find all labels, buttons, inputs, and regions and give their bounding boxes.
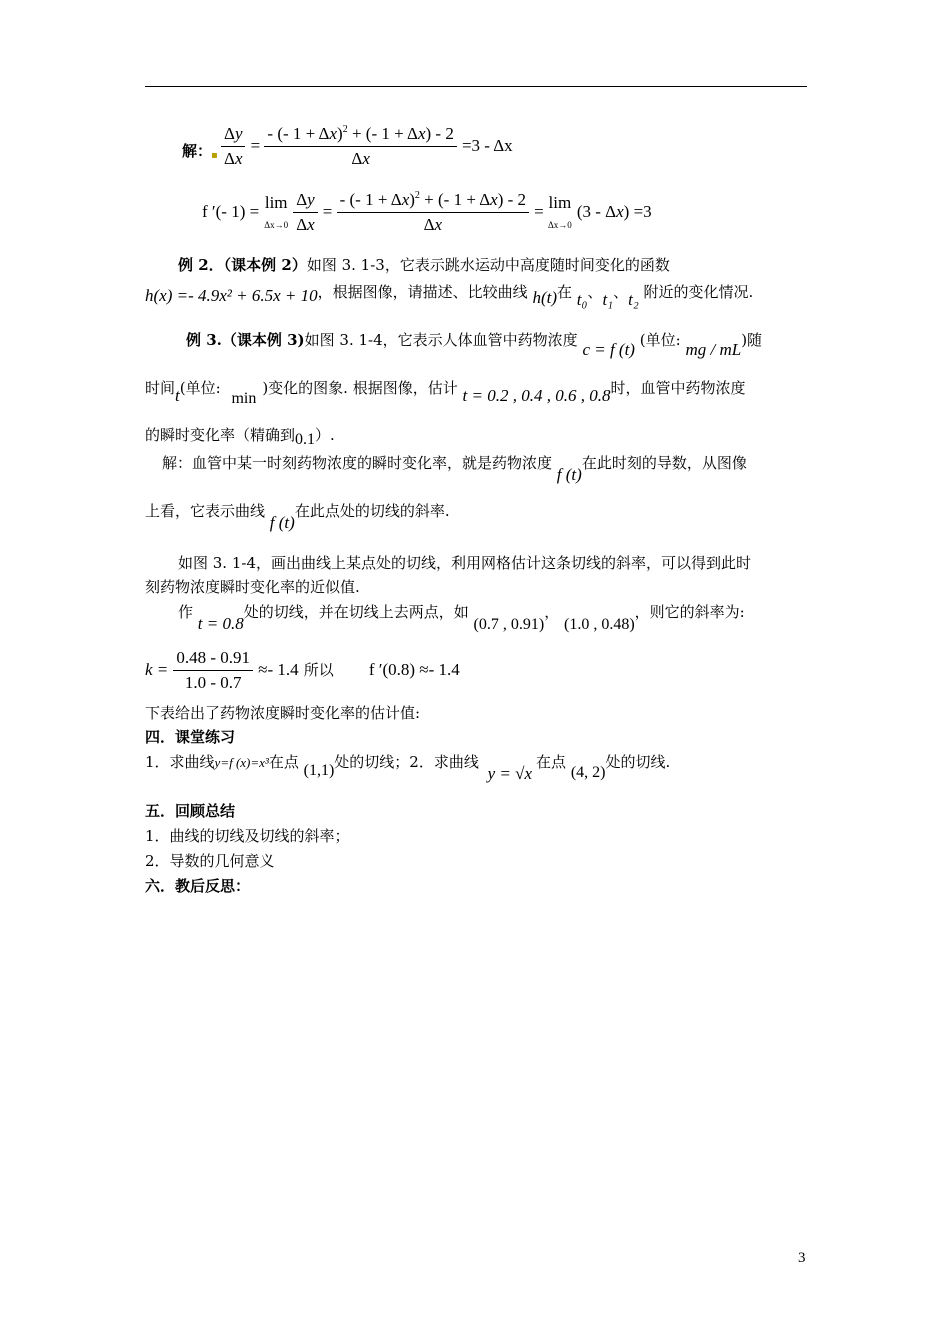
slope-denominator: 1.0 - 0.7 <box>184 673 242 692</box>
section4-title: 四．课堂练习 <box>145 728 236 746</box>
q2-text-c: 处的切线. <box>605 753 671 771</box>
section5-item2: 2．导数的几何意义 <box>145 852 275 870</box>
slope-value: ≈- 1.4 <box>258 660 299 679</box>
example2-text2a: ，根据图像，请描述、比较曲线 <box>317 283 528 301</box>
q1-text-b: 在点 <box>268 753 299 771</box>
example2-text1: 如图 3. 1-3，它表示跳水运动中高度随时间变化的函数 <box>306 256 670 274</box>
solution3-text1b: 在此时刻的导数，从图像 <box>581 454 747 472</box>
formula-delta-ratio: ▪ $\frac{\Delta y}{\Delta x}$ = $\frac{- (- 1 + \Delta x)^2 + (- 1 + \Delta x) - 2}{\Delta x}$ =3 - Δx <box>211 124 513 168</box>
slope-numerator: 0.48 - 0.91 <box>173 648 253 671</box>
example3-tvals: t = 0.2 , 0.4 , 0.6 , 0.8 <box>462 386 611 405</box>
solution3-point1: (0.7 , 0.91) <box>473 616 545 633</box>
solution3-ft: f (t) <box>556 465 582 484</box>
section4-exercises <box>145 752 671 783</box>
solution3-comma: ， <box>544 603 560 621</box>
solution3-text2a: 上看，它表示曲线 <box>145 502 266 520</box>
example3-text1: 如图 3. 1-4，它表示人体血管中药物浓度 <box>304 331 578 349</box>
example3-text2b: )变化的图象. 根据图像，估计 <box>262 379 458 397</box>
result-3-minus-dx: =3 - Δx <box>461 136 513 155</box>
section5-title: 五．回顾总结 <box>145 802 236 820</box>
suoyi: 所以 <box>303 661 334 679</box>
example2-line2 <box>145 282 754 309</box>
q1-equation: y=f (x)=x³ <box>214 755 269 770</box>
solution3-slope-formula <box>145 648 460 693</box>
solution3-text4a: 作 <box>178 603 194 621</box>
example2-head: 例 2．（课本例 2） <box>178 256 307 274</box>
example3-line2 <box>145 378 746 407</box>
q2-text-b: 在点 <box>536 753 567 771</box>
solution3-text4c: ，则它的斜率为: <box>634 603 745 621</box>
solution3-line7: 下表给出了药物浓度瞬时变化率的估计值: <box>145 704 421 722</box>
example3-unit2: min <box>231 390 257 407</box>
f-prime-minus1: f ′(- 1) = <box>202 202 260 221</box>
solution3-line3: 如图 3. 1-4，画出曲线上某点处的切线，利用网格估计这条切线的斜率，可以得到此时 <box>178 554 752 572</box>
q2-equation: y = √x <box>487 764 533 783</box>
solution3-text2b: 在此点处的切线的斜率. <box>294 502 450 520</box>
example2-t2: t₂ <box>628 290 639 309</box>
solution3-line2 <box>145 501 450 532</box>
example3-unit2a: (单位: <box>179 379 221 397</box>
example3-line3 <box>145 425 335 446</box>
example3-text2a: 时间 <box>145 379 176 397</box>
example3-cf: c = f (t) <box>582 340 635 359</box>
example2-sep1: 、 <box>587 283 603 301</box>
example2-line1 <box>178 255 670 275</box>
solution3-t08: t = 0.8 <box>197 614 244 633</box>
solution3-point2: (1.0 , 0.48) <box>564 616 635 633</box>
example2-ht: h(t) <box>532 288 557 307</box>
slope-k: k = <box>145 660 169 679</box>
section5-item1: 1．曲线的切线及切线的斜率； <box>145 827 350 845</box>
example2-t1: t₁ <box>602 290 614 309</box>
solution3-line5 <box>178 602 745 633</box>
example2-sep2: 、 <box>613 283 629 301</box>
example3-text2c: 时，血管中药物浓度 <box>610 379 746 397</box>
f-prime-08: f ′(0.8) ≈- 1.4 <box>368 660 460 679</box>
solution3-text1a: 解：血管中某一时刻药物浓度的瞬时变化率，就是药物浓度 <box>162 454 553 472</box>
example3-text3a: 的瞬时变化率（精确到 <box>145 426 296 444</box>
header-rule <box>145 86 807 87</box>
q1-point: (1,1) <box>303 762 335 779</box>
example3-text3b: ）. <box>315 426 335 444</box>
example3-unit1: mg / mL <box>685 340 742 359</box>
formula-derivative-limit: f ′(- 1) = lim Δx→0 $\frac{\Delta y}{\Delta x}$ = $\frac{- (- 1 + \Delta x)^2 + (- 1 + \Delta x) - 2}{\Delta x}$ = lim Δx→0 (3 - Δx) =3 <box>202 190 652 234</box>
section6-title: 六．教后反思： <box>145 877 251 895</box>
result-3: =3 <box>633 202 652 221</box>
example2-t0: t₀ <box>576 290 588 309</box>
example2-text2c: 附近的变化情况. <box>643 283 754 301</box>
example2-func: h(x) =- 4.9x² + 6.5x + 10 <box>145 286 318 305</box>
solution3-line4: 刻药物浓度瞬时变化率的近似值. <box>145 578 360 596</box>
example3-unit1b: )随 <box>741 331 763 349</box>
page-number: 3 <box>798 1250 806 1266</box>
solution3-text4b: 处的切线，并在切线上去两点，如 <box>243 603 469 621</box>
solution-label: 解： <box>182 142 213 160</box>
example2-text2b: 在 <box>556 283 572 301</box>
example3-line1 <box>186 330 763 359</box>
q1-text-c: 处的切线；2．求曲线 <box>334 753 479 771</box>
example3-precision: 0.1 <box>295 431 316 448</box>
solution3-ft-2: f (t) <box>269 513 295 532</box>
example3-head: 例 3.（课本例 3) <box>186 331 305 349</box>
q1-text-a: 1．求曲线 <box>145 753 215 771</box>
example3-t: t <box>175 386 180 405</box>
q2-point: (4, 2) <box>570 764 606 781</box>
solution3-line1 <box>162 453 747 484</box>
example3-unit1a: (单位: <box>639 331 681 349</box>
